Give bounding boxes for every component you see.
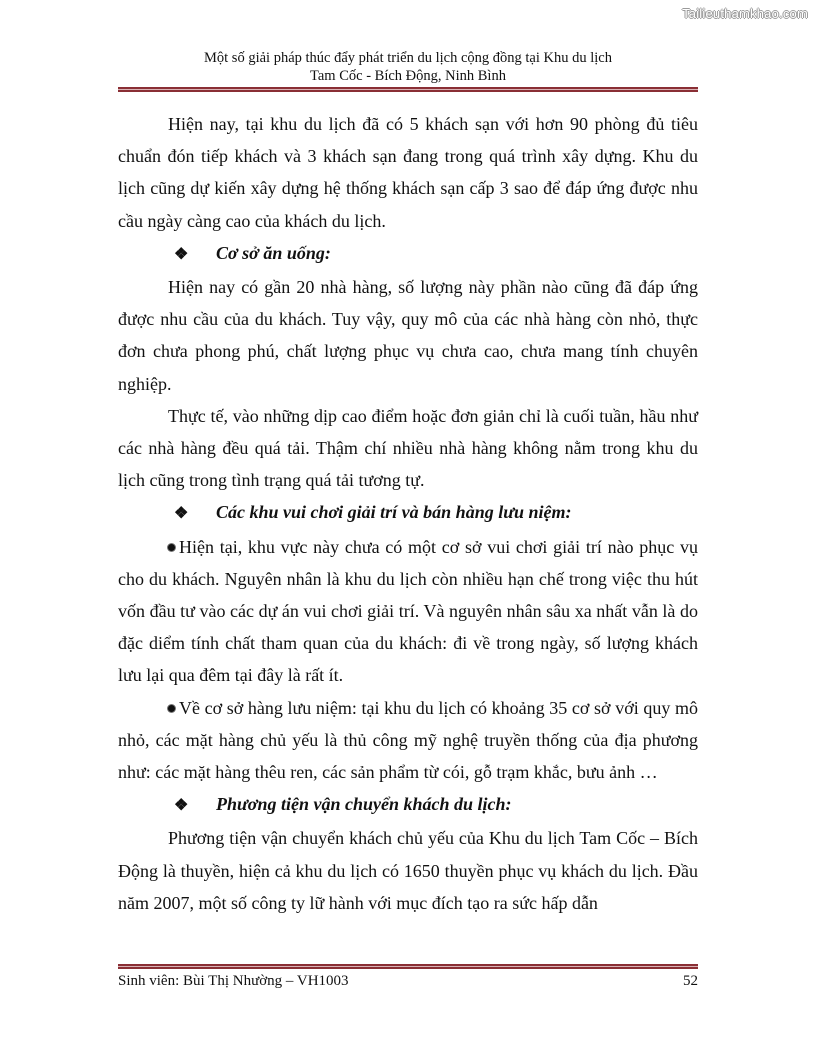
diamond-bullet-icon: ❖ [174, 245, 189, 263]
bullet-entertainment [118, 531, 698, 692]
bullet-souvenirs-text: Về cơ sở hàng lưu niệm: tại khu du lịch có khoảng 35 cơ sở với quy mô nhỏ, các mặt hàng chủ yếu là thủ công mỹ nghệ truyền thống của địa phương như: các mặt hàng thêu ren, các sản phẩm từ cói, gỗ trạm khắc, bưu ảnh … [118, 697, 698, 783]
subheading-dining [118, 237, 698, 271]
diamond-bullet-icon: ❖ [174, 797, 189, 815]
paragraph-hotels: Hiện nay, tại khu du lịch đã có 5 khách sạn với hơn 90 phòng đủ tiêu chuẩn đón tiếp khách và 3 khách sạn đang trong quá trình xây dựng. Khu du lịch cũng dự kiến xây dựng hệ thống khách sạn cấp 3 sao để đáp ứng được nhu cầu ngày càng cao của khách du lịch. [118, 114, 698, 231]
footer-student: Sinh viên: Bùi Thị Nhường – VH1003 [118, 973, 349, 989]
round-bullet-icon [168, 705, 175, 712]
header-line-2: Tam Cốc - Bích Động, Ninh Bình [310, 68, 506, 84]
page-footer [118, 973, 698, 990]
header-line-1: Một số giải pháp thúc đẩy phát triển du lịch cộng đồng tại Khu du lịch [204, 50, 612, 66]
subheading-entertainment [118, 496, 698, 530]
document-body [118, 108, 698, 919]
paragraph-boats: Phương tiện vận chuyển khách chủ yếu của Khu du lịch Tam Cốc – Bích Động là thuyền, hiện cả khu du lịch có 1650 thuyền phục vụ khách du lịch. Đầu năm 2007, một số công ty lữ hành với mục đích tạo ra sức hấp dẫn [118, 828, 698, 913]
page-header [118, 49, 698, 85]
watermark: Tailieuthamkhao.com [682, 6, 808, 21]
page-number: 52 [683, 973, 698, 989]
diamond-bullet-icon: ❖ [174, 505, 189, 523]
subheading-transport [118, 788, 698, 822]
header-divider [118, 87, 698, 92]
paragraph-restaurants: Hiện nay có gần 20 nhà hàng, số lượng này phần nào cũng đã đáp ứng được nhu cầu của du khách. Tuy vậy, quy mô của các nhà hàng còn nhỏ, thực đơn chưa phong phú, chất lượng phục vụ chưa cao, chưa mang tính chuyên nghiệp. [118, 277, 698, 394]
subheading-transport-text: Phương tiện vận chuyển khách du lịch: [216, 794, 512, 815]
subheading-dining-text: Cơ sở ăn uống: [216, 242, 331, 263]
paragraph-peak-season: Thực tế, vào những dịp cao điểm hoặc đơn giản chỉ là cuối tuần, hầu như các nhà hàng đều quá tải. Thậm chí nhiều nhà hàng không nằm trong khu du lịch cũng trong tình trạng quá tải tương tự. [118, 405, 698, 491]
round-bullet-icon [168, 544, 175, 551]
subheading-entertainment-text: Các khu vui chơi giải trí và bán hàng lưu niệm: [216, 502, 572, 523]
footer-divider [118, 964, 698, 969]
bullet-souvenirs [118, 692, 698, 789]
bullet-entertainment-text: Hiện tại, khu vực này chưa có một cơ sở vui chơi giải trí nào phục vụ cho du khách. Nguyên nhân là khu du lịch còn nhiều hạn chế trong việc thu hút vốn đầu tư vào các dự án vui chơi giải trí. Và nguyên nhân sâu xa nhất vẫn là do đặc diểm tính chất tham quan của du khách: đi về trong ngày, số lượng khách lưu lại qua đêm tại đây là rất ít. [118, 536, 698, 686]
